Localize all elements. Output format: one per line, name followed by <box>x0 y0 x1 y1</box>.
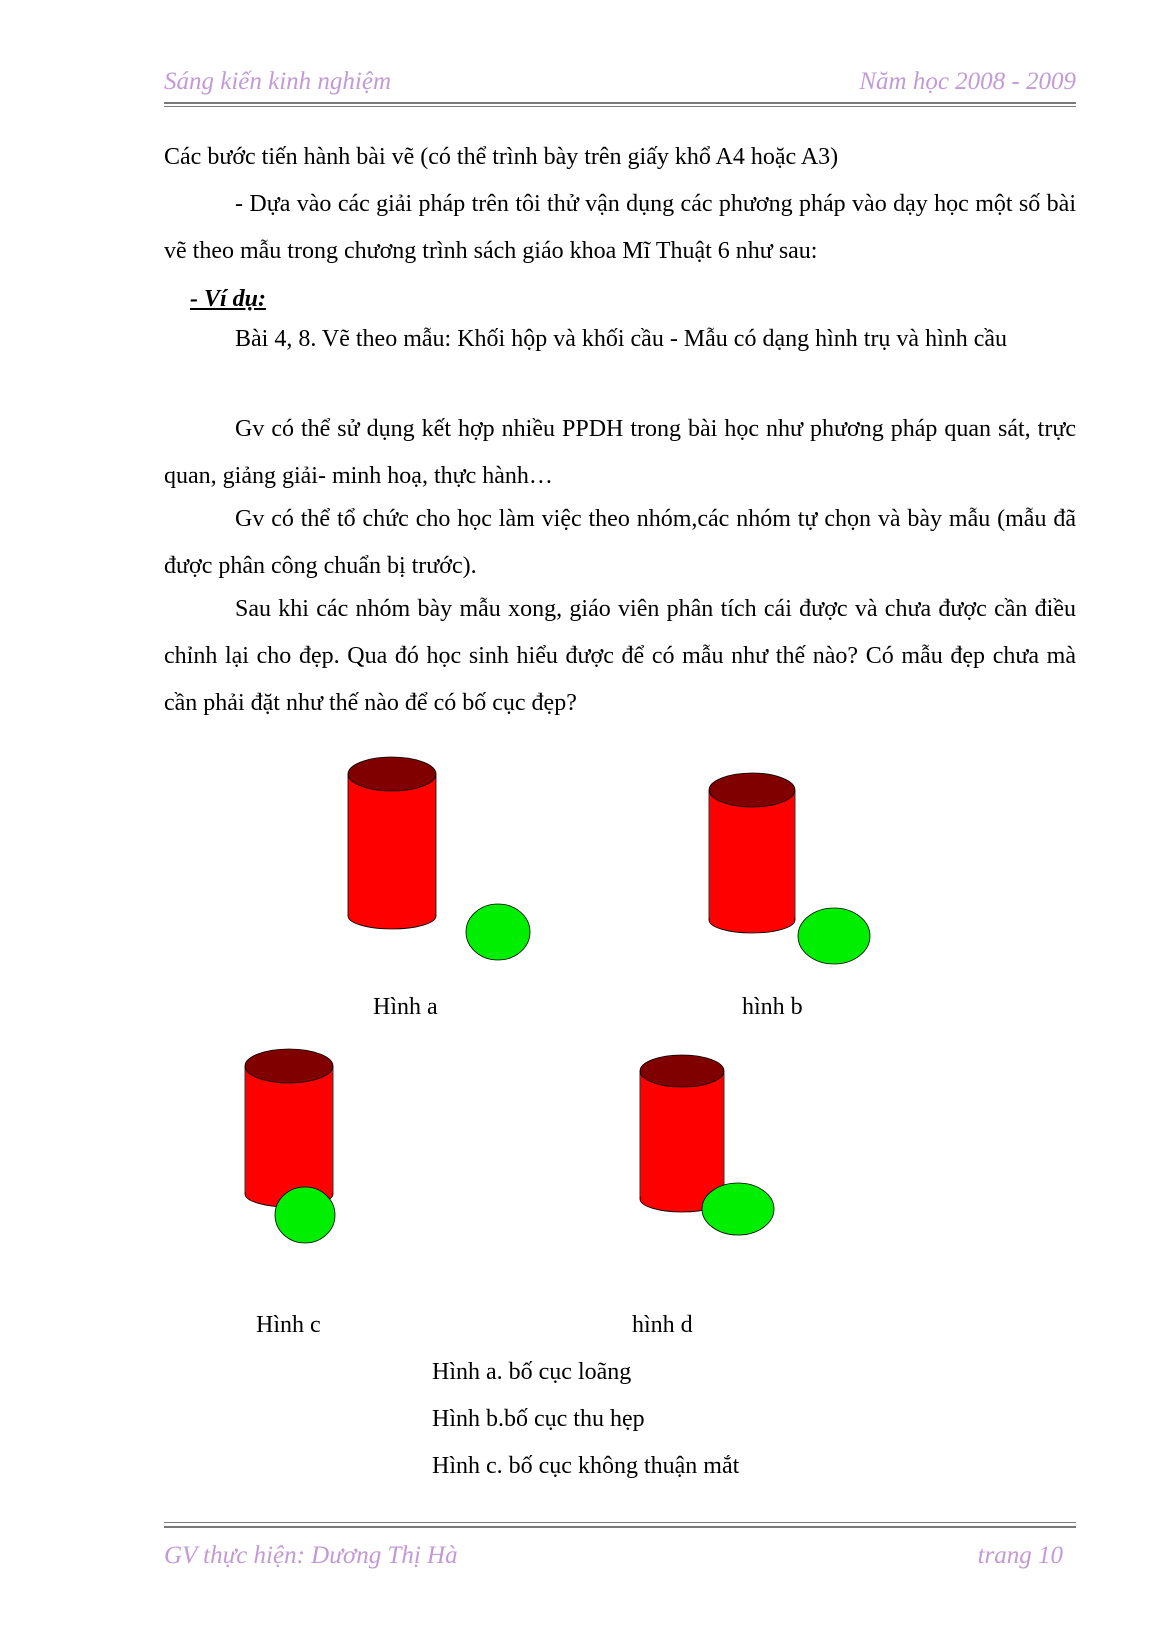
sphere <box>798 908 870 964</box>
header-year: Năm học 2008 - 2009 <box>859 68 1076 95</box>
sphere <box>275 1187 335 1243</box>
caption-figure-c: Hình c <box>256 1312 321 1338</box>
paragraph-methods: - Dựa vào các giải pháp trên tôi thử vận dụng các phương pháp vào dạy học một số bài vẽ theo mẫu trong chương trình sách giáo khoa Mĩ Thuật 6 như sau: <box>164 191 1076 264</box>
paragraph-analysis: Sau khi các nhóm bày mẫu xong, giáo viên phân tích cái được và chưa được cần điều chỉnh lại cho đẹp. Qua đó học sinh hiểu được để có mẫu như thế nào? Có mẫu đẹp chưa mà cần phải đặt như thế nào để có bố cục đẹp? <box>164 596 1076 716</box>
note-figure-b: Hình b.bố cục thu hẹp <box>432 1406 645 1432</box>
example-label: - Ví dụ: <box>190 286 267 312</box>
caption-figure-b: hình b <box>742 994 803 1020</box>
page-header <box>164 64 1076 104</box>
sphere <box>466 904 530 960</box>
note-figure-c: Hình c. bố cục không thuận mắt <box>432 1453 740 1479</box>
paragraph-lesson: Bài 4, 8. Vẽ theo mẫu: Khối hộp và khối cầu - Mẫu có dạng hình trụ và hình cầu <box>235 326 1008 352</box>
paragraph-groups: Gv có thể tổ chức cho học làm việc theo nhóm,các nhóm tự chọn và bày mẫu (mẫu đã được phân công chuẩn bị trước). <box>164 506 1076 579</box>
figure-b <box>706 768 886 978</box>
cylinder <box>348 757 436 929</box>
footer-page-number: trang 10 <box>977 1542 1063 1569</box>
caption-figure-d: hình d <box>632 1312 693 1338</box>
figure-a <box>334 752 554 982</box>
cylinder <box>245 1049 333 1207</box>
note-figure-a: Hình a. bố cục loãng <box>432 1359 632 1385</box>
footer-rule-thin <box>164 1522 1076 1523</box>
paragraph-ppdh: Gv có thể sử dụng kết hợp nhiều PPDH trong bài học như phương pháp quan sát, trực quan, giảng giải- minh hoạ, thực hành… <box>164 416 1076 489</box>
footer-rule <box>164 1526 1076 1528</box>
caption-figure-a: Hình a <box>373 994 438 1020</box>
figure-d <box>636 1052 796 1262</box>
paragraph-steps: Các bước tiến hành bài vẽ (có thể trình bày trên giấy khổ A4 hoặc A3) <box>164 144 839 170</box>
footer-author: GV thực hiện: Dương Thị Hà <box>164 1542 458 1569</box>
header-rule-thin <box>164 106 1076 107</box>
header-rule <box>164 102 1076 104</box>
figure-c <box>242 1044 392 1264</box>
cylinder <box>709 773 795 933</box>
header-title: Sáng kiến kinh nghiệm <box>164 68 392 95</box>
cylinder <box>640 1055 724 1212</box>
sphere <box>702 1183 774 1235</box>
